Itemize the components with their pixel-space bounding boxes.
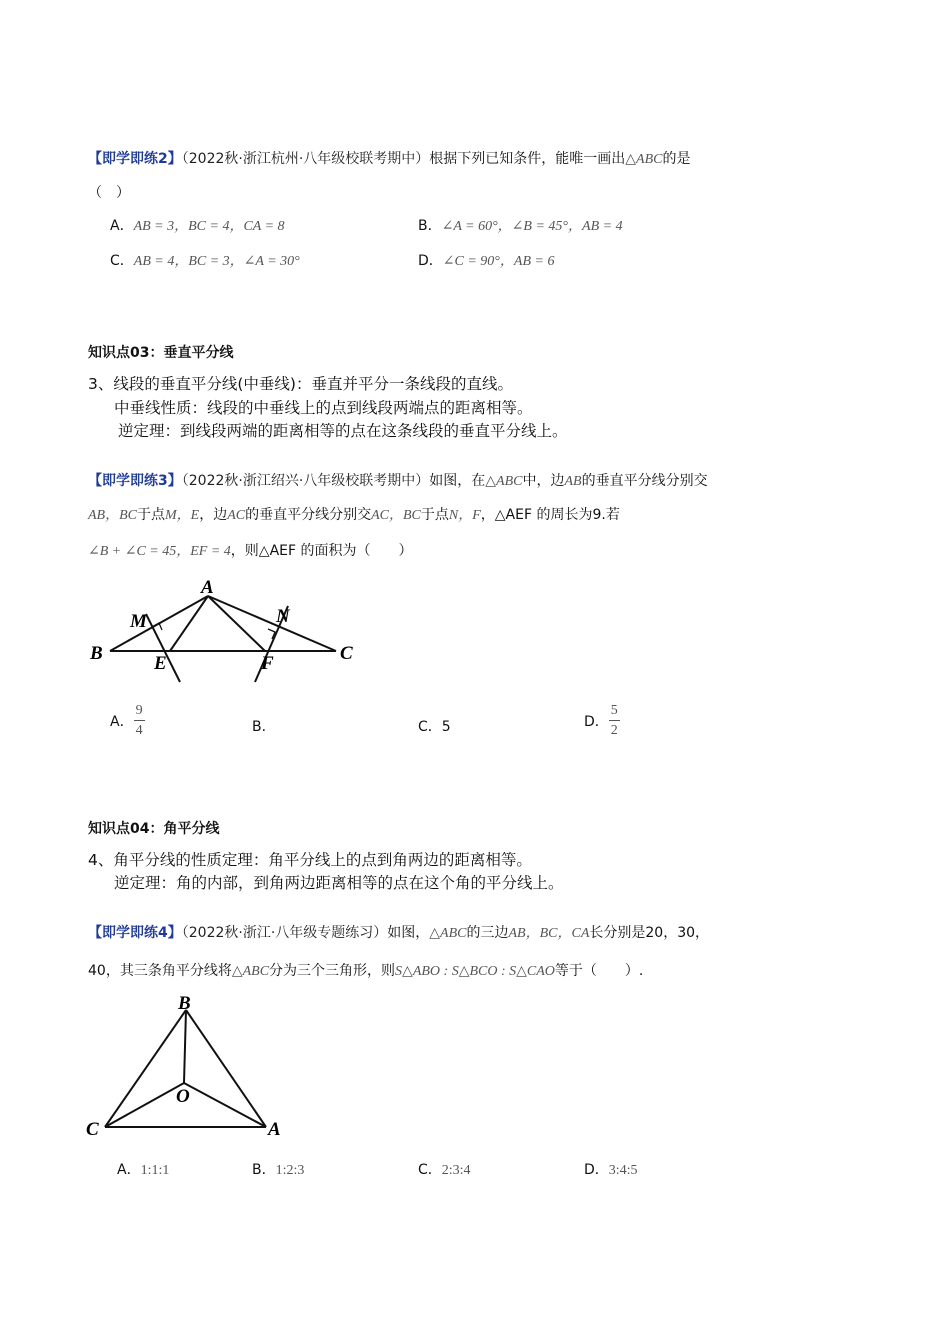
text: 的垂直平分线分别交 xyxy=(581,473,708,489)
option-label: D． xyxy=(584,1162,609,1178)
kp03-title: 知识点03：垂直平分线 xyxy=(88,345,234,361)
text: 中，边 xyxy=(522,473,565,489)
bisector-co xyxy=(105,1083,184,1127)
kp03-line1: 3、线段的垂直平分线(中垂线)：垂直并平分一条线段的直线。 xyxy=(88,375,513,393)
ex2-option-d[interactable] xyxy=(418,250,554,270)
fraction xyxy=(134,704,145,738)
label-a: A xyxy=(268,1119,281,1140)
ex2-question-end: 的是 xyxy=(662,151,691,167)
ex2-option-c[interactable] xyxy=(110,250,300,270)
label-a: A xyxy=(201,577,214,598)
option-label: B． xyxy=(418,218,442,234)
math: △ABC xyxy=(429,926,467,941)
text: 40，其三条角平分线将 xyxy=(88,963,232,979)
option-label: B． xyxy=(252,719,276,735)
ex3-line3 xyxy=(88,540,413,560)
option-label: C． xyxy=(418,719,442,735)
text: 的三边 xyxy=(466,925,509,941)
option-text: 2:3:4 xyxy=(441,1163,471,1178)
math: N，F xyxy=(448,508,481,523)
option-text: AB = 3，BC = 4，CA = 8 xyxy=(133,219,285,234)
label-e: E xyxy=(154,653,167,674)
fraction-denominator: 4 xyxy=(135,723,143,738)
ex4-figure xyxy=(80,990,290,1140)
fraction-numerator: 9 xyxy=(134,704,145,721)
option-text: AB = 4，BC = 3，∠A = 30° xyxy=(133,254,300,269)
ex4-source: （2022秋·浙江·八年级专题练习） xyxy=(181,925,388,941)
option-label: A． xyxy=(117,1162,141,1178)
ex4-line1 xyxy=(88,922,709,942)
ex4-option-a[interactable] xyxy=(117,1159,169,1179)
text: ，△AEF 的周长为9.若 xyxy=(480,507,620,523)
segment-af xyxy=(208,596,265,651)
text: 如图，在 xyxy=(429,473,486,489)
ex2-option-b[interactable] xyxy=(418,215,623,235)
label-o: O xyxy=(176,1086,190,1107)
option-label: A． xyxy=(110,714,134,730)
kp04-line2: 逆定理：角的内部，到角两边距离相等的点在这个角的平分线上。 xyxy=(114,874,564,892)
math: AB，BC xyxy=(88,508,137,523)
kp04-title: 知识点04：角平分线 xyxy=(88,821,220,837)
kp03-line3: 逆定理：到线段两端的距离相等的点在这条线段的垂直平分线上。 xyxy=(118,422,568,440)
label-f: F xyxy=(261,653,274,674)
label-n: N xyxy=(276,606,290,627)
option-text: 1:1:1 xyxy=(140,1163,170,1178)
text: 分为三个三角形，则 xyxy=(269,963,396,979)
ex2-triangle: △ABC xyxy=(625,152,663,167)
bisector-bo xyxy=(184,1010,186,1083)
option-label: C． xyxy=(418,1162,442,1178)
option-text: 3:4:5 xyxy=(608,1163,638,1178)
math: AC xyxy=(227,508,246,523)
segment-ba xyxy=(186,1010,266,1127)
ex2-paren: （ ） xyxy=(88,185,130,201)
fraction xyxy=(609,704,620,738)
ex3-option-d[interactable] xyxy=(584,704,620,738)
ex2-question-text: 根据下列已知条件，能唯一画出 xyxy=(429,151,626,167)
option-text: ∠C = 90°，AB = 6 xyxy=(442,254,555,269)
label-c: C xyxy=(86,1119,99,1140)
ex4-option-b[interactable] xyxy=(252,1159,304,1179)
fraction-numerator: 5 xyxy=(609,704,620,721)
text: 于点 xyxy=(137,507,165,523)
text: 的垂直平分线分别交 xyxy=(245,507,372,523)
option-text: ∠A = 60°，∠B = 45°，AB = 4 xyxy=(441,219,623,234)
math: AB xyxy=(564,474,582,489)
text: ，则△AEF 的面积为（ ） xyxy=(230,543,413,559)
option-label: D． xyxy=(584,714,609,730)
ex2-tag: 【即学即练2】 xyxy=(88,151,182,167)
kp04-line1: 4、角平分线的性质定理：角平分线上的点到角两边的距离相等。 xyxy=(88,851,532,869)
text: 等于（ ）. xyxy=(554,963,644,979)
math: AB，BC，CA xyxy=(508,926,590,941)
label-c: C xyxy=(340,643,353,664)
segment-cb xyxy=(105,1010,186,1127)
ex3-option-b[interactable] xyxy=(252,716,276,736)
label-m: M xyxy=(130,611,147,632)
label-b: B xyxy=(90,643,103,664)
ex4-option-c[interactable] xyxy=(418,1159,471,1179)
text: ，边 xyxy=(199,507,228,523)
ex3-option-c[interactable] xyxy=(418,716,451,736)
fraction-denominator: 2 xyxy=(610,723,618,738)
option-text: 1:2:3 xyxy=(275,1163,305,1178)
ex2-question xyxy=(88,148,691,168)
math: △ABC xyxy=(231,964,270,979)
kp03-line2: 中垂线性质：线段的中垂线上的点到线段两端点的距离相等。 xyxy=(114,399,533,417)
text: 于点 xyxy=(420,507,449,523)
bisector-ao xyxy=(184,1083,266,1127)
math: AC，BC xyxy=(371,508,421,523)
ex2-source: （2022秋·浙江杭州·八年级校联考期中） xyxy=(181,151,430,167)
option-label: B． xyxy=(252,1162,276,1178)
ex3-source: （2022秋·浙江绍兴·八年级校联考期中） xyxy=(181,473,430,489)
option-label: D． xyxy=(418,253,443,269)
label-b: B xyxy=(178,993,191,1014)
ex3-line1 xyxy=(88,470,708,490)
option-label: C． xyxy=(110,253,134,269)
option-label: A． xyxy=(110,218,134,234)
math: ∠B + ∠C = 45，EF = 4 xyxy=(88,544,231,559)
math: M，E xyxy=(165,508,200,523)
ex4-line2 xyxy=(88,960,643,980)
ex4-option-d[interactable] xyxy=(584,1159,638,1179)
option-text: 5 xyxy=(441,719,451,735)
text: 长分别是20，30， xyxy=(589,925,710,941)
ex4-tag: 【即学即练4】 xyxy=(88,925,182,941)
ex2-option-a[interactable] xyxy=(110,215,285,235)
text: 如图， xyxy=(387,925,430,941)
ex3-line2 xyxy=(88,504,620,524)
math: △ABC xyxy=(485,474,523,489)
ex3-tag: 【即学即练3】 xyxy=(88,473,182,489)
ex3-option-a[interactable] xyxy=(110,704,145,738)
math: S△ABO : S△BCO : S△CAO xyxy=(395,964,555,979)
segment-ae xyxy=(170,596,208,651)
ex3-figure xyxy=(80,572,370,688)
